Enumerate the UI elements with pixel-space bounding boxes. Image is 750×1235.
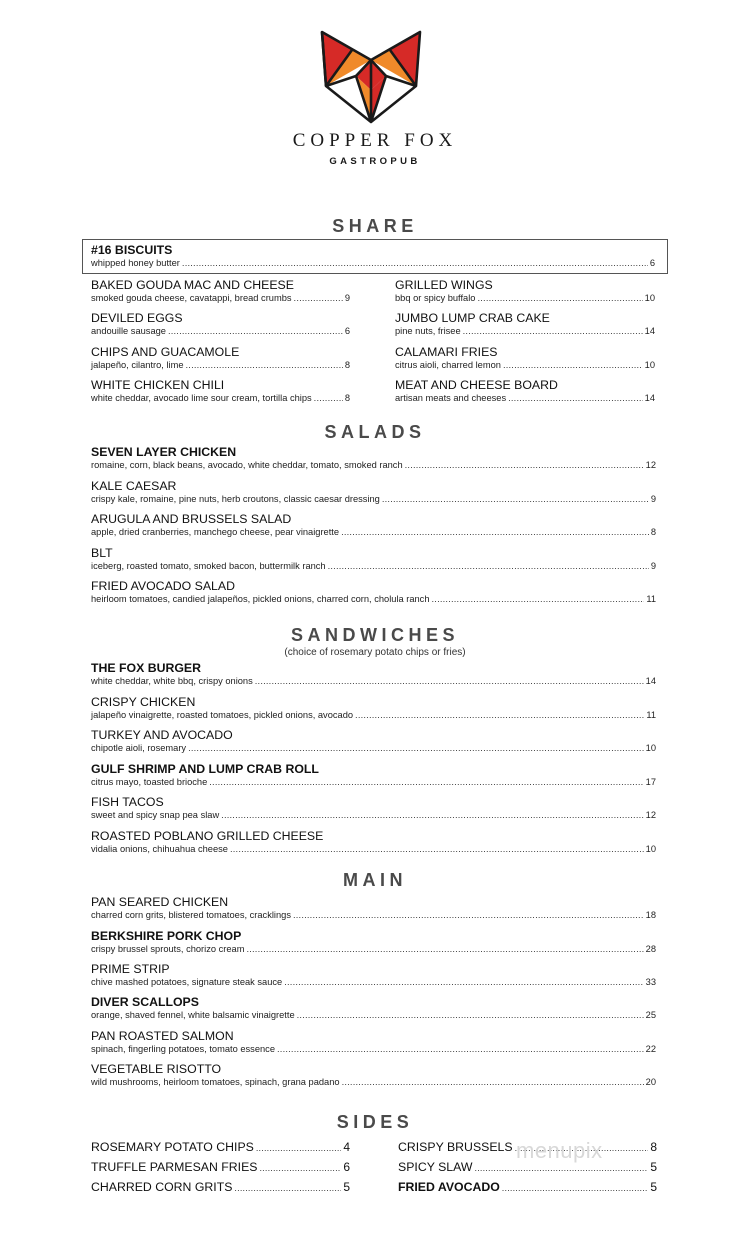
side-name: SPICY SLAW xyxy=(398,1160,473,1174)
item-price: 33 xyxy=(645,977,656,987)
share-item xyxy=(395,278,655,304)
side-item xyxy=(91,1180,350,1195)
item-name: MEAT AND CHEESE BOARD xyxy=(395,378,558,392)
side-price: 8 xyxy=(650,1140,657,1154)
section-title-main: MAIN xyxy=(343,870,407,890)
item-name: JUMBO LUMP CRAB CAKE xyxy=(395,311,550,325)
item-price: 14 xyxy=(644,393,655,403)
side-name: CHARRED CORN GRITS xyxy=(91,1180,233,1194)
item-price: 10 xyxy=(644,360,655,370)
item-desc: andouille sausage xyxy=(91,326,166,336)
section-title-salads: SALADS xyxy=(324,422,426,442)
section-title-sandwiches: SANDWICHES xyxy=(290,625,459,645)
item-desc: citrus mayo, toasted brioche xyxy=(91,777,208,787)
item-name: DEVILED EGGS xyxy=(91,311,183,325)
item-desc: whipped honey butter xyxy=(91,258,180,268)
item-desc: vidalia onions, chihuahua cheese xyxy=(91,844,228,854)
item-price: 18 xyxy=(645,910,656,920)
item-price: 6 xyxy=(344,326,350,336)
item-price: 14 xyxy=(644,326,655,336)
side-price: 5 xyxy=(650,1180,657,1194)
item-name: TURKEY AND AVOCADO xyxy=(91,728,233,742)
share-item xyxy=(91,311,350,337)
item-name: CALAMARI FRIES xyxy=(395,345,498,359)
salad-item xyxy=(91,479,656,505)
item-price: 10 xyxy=(645,743,656,753)
item-name: THE FOX BURGER xyxy=(91,661,201,675)
item-name: SEVEN LAYER CHICKEN xyxy=(91,445,237,459)
side-price: 5 xyxy=(343,1180,350,1194)
share-item xyxy=(91,378,350,404)
item-name: FRIED AVOCADO SALAD xyxy=(91,579,235,593)
item-name: BAKED GOUDA MAC AND CHEESE xyxy=(91,278,294,292)
item-name: CRISPY CHICKEN xyxy=(91,695,196,709)
share-featured-item xyxy=(91,243,655,269)
item-desc: wild mushrooms, heirloom tomatoes, spinach, grana padano xyxy=(91,1077,340,1087)
item-price: 12 xyxy=(645,810,656,820)
item-desc: iceberg, roasted tomato, smoked bacon, buttermilk ranch xyxy=(91,561,326,571)
share-item xyxy=(395,345,655,371)
item-desc: white cheddar, white bbq, crispy onions xyxy=(91,676,253,686)
item-desc: citrus aioli, charred lemon xyxy=(395,360,501,370)
item-desc: apple, dried cranberries, manchego cheese, pear vinaigrette xyxy=(91,527,340,537)
side-price: 5 xyxy=(650,1160,657,1174)
item-price: 22 xyxy=(645,1044,656,1054)
sandwiches-note: (choice of rosemary potato chips or fries) xyxy=(284,647,466,658)
item-desc: bbq or spicy buffalo xyxy=(395,293,476,303)
salad-item xyxy=(91,546,656,572)
item-price: 28 xyxy=(645,944,656,954)
brand-subtitle: GASTROPUB xyxy=(329,156,421,167)
main-item xyxy=(91,1029,656,1055)
item-name: KALE CAESAR xyxy=(91,479,177,493)
item-price: 9 xyxy=(650,494,656,504)
item-desc: chipotle aioli, rosemary xyxy=(91,743,187,753)
side-item xyxy=(91,1140,350,1155)
item-name: ROASTED POBLANO GRILLED CHEESE xyxy=(91,829,324,843)
item-price: 6 xyxy=(649,258,655,268)
side-price: 6 xyxy=(343,1160,350,1174)
side-name: TRUFFLE PARMESAN FRIES xyxy=(91,1160,258,1174)
main-item xyxy=(91,1062,656,1088)
menupix-watermark: menupix xyxy=(516,1138,603,1163)
item-price: 17 xyxy=(645,777,656,787)
item-price: 8 xyxy=(344,360,350,370)
share-item xyxy=(395,378,655,404)
item-price: 12 xyxy=(645,460,656,470)
item-name: GRILLED WINGS xyxy=(395,278,493,292)
share-item xyxy=(91,278,350,304)
item-desc: crispy kale, romaine, pine nuts, herb croutons, classic caesar dressing xyxy=(91,494,380,504)
item-price: 10 xyxy=(645,844,656,854)
sandwich-item xyxy=(91,695,656,721)
item-name: CHIPS AND GUACAMOLE xyxy=(91,345,240,359)
item-desc: romaine, corn, black beans, avocado, white cheddar, tomato, smoked ranch xyxy=(91,460,403,470)
item-name: DIVER SCALLOPS xyxy=(91,995,199,1009)
side-name: ROSEMARY POTATO CHIPS xyxy=(91,1140,254,1154)
section-title-share: SHARE xyxy=(332,216,418,236)
item-desc: white cheddar, avocado lime sour cream, tortilla chips xyxy=(91,393,312,403)
item-price: 8 xyxy=(344,393,350,403)
side-item xyxy=(398,1180,657,1195)
item-desc: charred corn grits, blistered tomatoes, cracklings xyxy=(91,910,291,920)
item-name: FISH TACOS xyxy=(91,795,164,809)
main-item xyxy=(91,895,656,921)
item-name: ARUGULA AND BRUSSELS SALAD xyxy=(91,512,292,526)
side-name: FRIED AVOCADO xyxy=(398,1180,500,1194)
item-desc: crispy brussel sprouts, chorizo cream xyxy=(91,944,245,954)
item-price: 20 xyxy=(645,1077,656,1087)
item-desc: artisan meats and cheeses xyxy=(395,393,507,403)
item-price: 25 xyxy=(645,1010,656,1020)
item-price: 11 xyxy=(646,594,656,604)
main-item xyxy=(91,962,656,988)
main-item xyxy=(91,995,656,1021)
item-name: WHITE CHICKEN CHILI xyxy=(91,378,225,392)
section-title-sides: SIDES xyxy=(336,1112,414,1132)
item-name: PAN ROASTED SALMON xyxy=(91,1029,234,1043)
item-name: VEGETABLE RISOTTO xyxy=(91,1062,222,1076)
item-price: 8 xyxy=(650,527,656,537)
item-name: #16 BISCUITS xyxy=(91,243,173,257)
item-name: GULF SHRIMP AND LUMP CRAB ROLL xyxy=(91,762,319,776)
item-desc: heirloom tomatoes, candied jalapeños, pickled onions, charred corn, cholula ranch xyxy=(91,594,430,604)
item-name: PRIME STRIP xyxy=(91,962,170,976)
sandwich-item xyxy=(91,661,656,687)
item-desc: orange, shaved fennel, white balsamic vinaigrette xyxy=(91,1010,295,1020)
salad-item xyxy=(91,445,656,471)
item-desc: jalapeño vinaigrette, roasted tomatoes, pickled onions, avocado xyxy=(91,710,354,720)
sandwich-item xyxy=(91,762,656,788)
salad-item xyxy=(91,579,656,605)
item-desc: chive mashed potatoes, signature steak sauce xyxy=(91,977,283,987)
item-name: BLT xyxy=(91,546,113,560)
brand-name: COPPER FOX xyxy=(292,130,458,151)
item-price: 9 xyxy=(650,561,656,571)
item-name: PAN SEARED CHICKEN xyxy=(91,895,229,909)
sandwich-item xyxy=(91,829,656,855)
item-price: 14 xyxy=(645,676,656,686)
copper-fox-logo-icon xyxy=(320,30,422,126)
sandwich-item xyxy=(91,728,656,754)
item-price: 10 xyxy=(644,293,655,303)
side-price: 4 xyxy=(343,1140,350,1154)
share-item xyxy=(395,311,655,337)
item-desc: sweet and spicy snap pea slaw xyxy=(91,810,220,820)
salad-item xyxy=(91,512,656,538)
side-name: CRISPY BRUSSELS xyxy=(398,1140,513,1154)
item-desc: spinach, fingerling potatoes, tomato essence xyxy=(91,1044,275,1054)
item-desc: pine nuts, frisee xyxy=(395,326,461,336)
item-name: BERKSHIRE PORK CHOP xyxy=(91,929,242,943)
item-price: 9 xyxy=(344,293,350,303)
sandwich-item xyxy=(91,795,656,821)
item-desc: jalapeño, cilantro, lime xyxy=(91,360,184,370)
share-item xyxy=(91,345,350,371)
side-item xyxy=(91,1160,350,1175)
item-desc: smoked gouda cheese, cavatappi, bread crumbs xyxy=(91,293,292,303)
item-price: 11 xyxy=(646,710,656,720)
main-item xyxy=(91,929,656,955)
